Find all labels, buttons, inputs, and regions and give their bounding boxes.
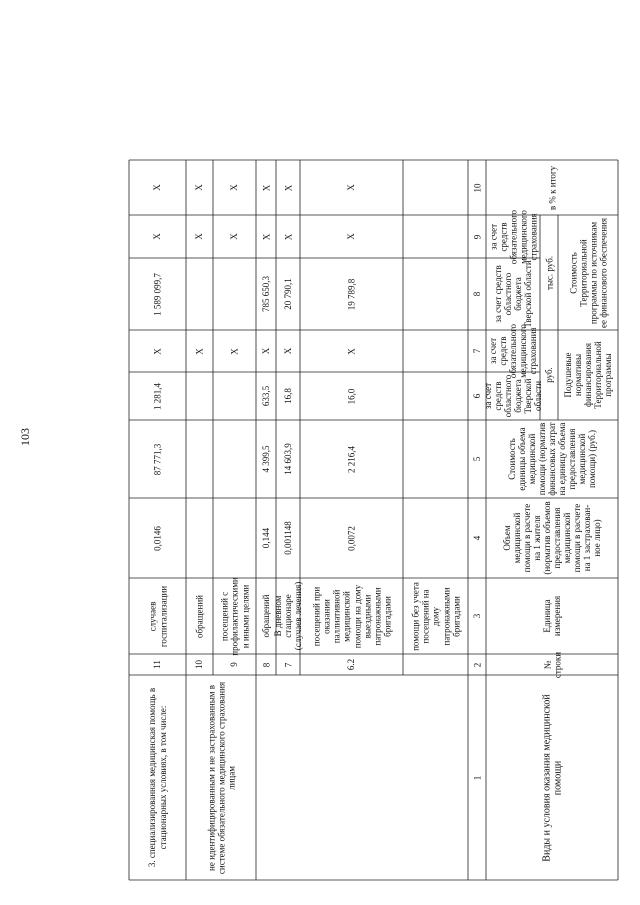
table-cell-r3-c3: обращений [260, 594, 271, 638]
header-col10: в % к итогу [546, 165, 557, 210]
table-cell-r6-c2: 11 [152, 660, 163, 669]
table-cell-r6-c4: 0,0146 [152, 525, 163, 551]
header-group-cost: Стоимость Территориальной программы по источникам ее финансового обеспечения [567, 217, 609, 328]
table-cell-r2-c5: 14 603,9 [282, 443, 293, 475]
table-cell-r0-c3: помощи без учета посещений на дому патронажными бригадами [410, 581, 461, 651]
header-col6: за счет средств областного бюджета Тверской области [482, 374, 544, 418]
table-cell-r4-c6 [213, 372, 256, 420]
table-cell-r6-c3: случаев госпитализации [147, 585, 168, 647]
table-cell-r0-c5 [403, 420, 468, 498]
table-cell-r5-c3: обращений [194, 594, 205, 638]
table-cell-r3-c2: 8 [260, 662, 271, 667]
column-number: 2 [471, 662, 482, 667]
table-cell-r4-c10: Х [229, 184, 240, 191]
table-cell-r5-c10: Х [194, 184, 205, 191]
table-cell-r6-c8: 1 589 099,7 [152, 272, 163, 316]
table-cell-r4-c5 [213, 420, 256, 498]
table-cell-r3-c8: 785 650,3 [260, 276, 271, 312]
table-cell-r2-c8: 20 790,1 [282, 278, 293, 310]
table-cell-r0-c8 [403, 258, 468, 330]
table-cell-r3-c7: Х [260, 347, 271, 355]
table-cell-r4-c1: не идентифицированным и не застрахованным в системе обязательного медицинского страхования лицам [205, 681, 237, 874]
table-cell-r3-c1 [256, 675, 276, 880]
table-cell-r1-c9: Х [346, 233, 357, 240]
column-number: 9 [471, 234, 482, 239]
table-cell-r5-c9: Х [194, 233, 205, 240]
table-cell-r0-c10 [403, 160, 468, 215]
header-col4: Объем медицинской помощи в расчете на 1 жителя (норматив объемов предоставления медицинской помощи в расчете на 1 застрахован-ное лицо) [501, 501, 603, 575]
table-cell-r0-c4 [403, 498, 468, 578]
table-cell-r5-c6 [186, 372, 213, 420]
page-number: 103 [18, 428, 32, 446]
table-cell-r6-c10: Х [152, 184, 163, 191]
table-cell-r2-c10: Х [282, 184, 293, 191]
table-cell-r5-c8 [186, 258, 213, 330]
header-col7: за счет средств обязательного медицинского страхования [487, 323, 539, 379]
table-cell-r0-c9 [403, 215, 468, 258]
table-cell-r6-c5: 87 771,3 [152, 443, 163, 475]
header-col3: Единица измерения [541, 595, 562, 637]
table-cell-r4-c4 [213, 498, 256, 578]
column-number: 7 [471, 348, 482, 354]
table-cell-r0-c2 [403, 654, 468, 675]
table-cell-r1-c10: Х [346, 184, 357, 191]
table-cell-r1-c6: 16,0 [346, 388, 357, 404]
header-col5: Стоимость единицы объема медицинской помощи (норматив финансовых затрат на единицу объема предоставления медицинской помощи) (руб.) [506, 422, 598, 496]
column-number: 4 [471, 535, 482, 541]
table-cell-r4-c8 [213, 258, 256, 330]
column-number: 6 [471, 393, 482, 399]
table-cell-r4-c2: 9 [229, 662, 240, 667]
table-cell-r2-c2: 7 [282, 662, 293, 667]
table-cell-r2-c9: Х [282, 233, 293, 240]
header-col8: за счет средств областного бюджета Тверской области [492, 260, 534, 328]
table-cell-r3-c9: Х [260, 233, 271, 240]
table-cell-r1-c1 [300, 675, 403, 880]
table-cell-r0-c7 [403, 330, 468, 372]
column-number: 5 [471, 456, 482, 462]
table-cell-r4-c7: Х [229, 347, 240, 355]
table-cell-r0-c6 [403, 372, 468, 420]
table-cell-r6-c7: Х [152, 347, 163, 355]
table-cell-r1-c2: 6.2 [346, 658, 357, 671]
header-group-normatives: Подушевые нормативы финансирования Территориальной программы [562, 341, 614, 409]
table-cell-r4-c3: посещений с профилактическими и иными целями [219, 576, 250, 656]
table-cell-r1-c4: 0,0072 [346, 525, 357, 551]
table-cell-r3-c6: 633,5 [260, 385, 271, 407]
header-col9: за счет средств обязательного медицинского страхования [487, 209, 539, 264]
table-cell-r1-c8: 19 789,8 [346, 278, 357, 310]
table-cell-r1-c3: посещений при оказании паллиативной медицинской помощи на дому выездными патронажными бригадами [311, 584, 392, 648]
table-cell-r4-c9: Х [229, 233, 240, 240]
header-col1: Виды и условия оказания медицинской помощи [540, 693, 563, 862]
table-cell-r5-c5 [186, 420, 213, 498]
header-col2: № строки [541, 651, 562, 678]
column-number: 1 [471, 775, 482, 780]
table-cell-r2-c4: 0,001148 [282, 521, 293, 555]
table-cell-r3-c4: 0,144 [260, 527, 271, 549]
table-cell-r1-c5: 2 216,4 [346, 445, 357, 473]
column-number: 3 [471, 613, 482, 619]
table-cell-r6-c6: 1 281,4 [152, 382, 163, 410]
table-cell-r5-c4 [186, 498, 213, 578]
table-cell-r2-c3: В дневном стационаре (случаев лечения) [272, 581, 304, 651]
table-cell-r5-c2: 10 [194, 660, 205, 669]
table-cell-r3-c10: Х [260, 184, 271, 191]
table-cell-r5-c7: Х [194, 347, 205, 355]
column-number: 10 [471, 183, 482, 192]
table-cell-r0-c1 [403, 675, 468, 880]
table-cell-r3-c5: 4 399,5 [260, 445, 271, 473]
column-number: 8 [471, 291, 482, 297]
table-cell-r2-c7: Х [282, 347, 293, 355]
table-cell-r2-c6: 16,8 [282, 388, 293, 404]
table-cell-r6-c1: 3. специализированная медицинская помощь в стационарных условиях, в том числе: [147, 687, 168, 868]
header-rub: руб. [543, 367, 554, 383]
table-cell-r1-c7: Х [346, 347, 357, 355]
table-cell-r2-c1 [276, 675, 300, 880]
table-cell-r6-c9: Х [152, 233, 163, 240]
header-thsrub: тыс. руб. [543, 255, 554, 290]
